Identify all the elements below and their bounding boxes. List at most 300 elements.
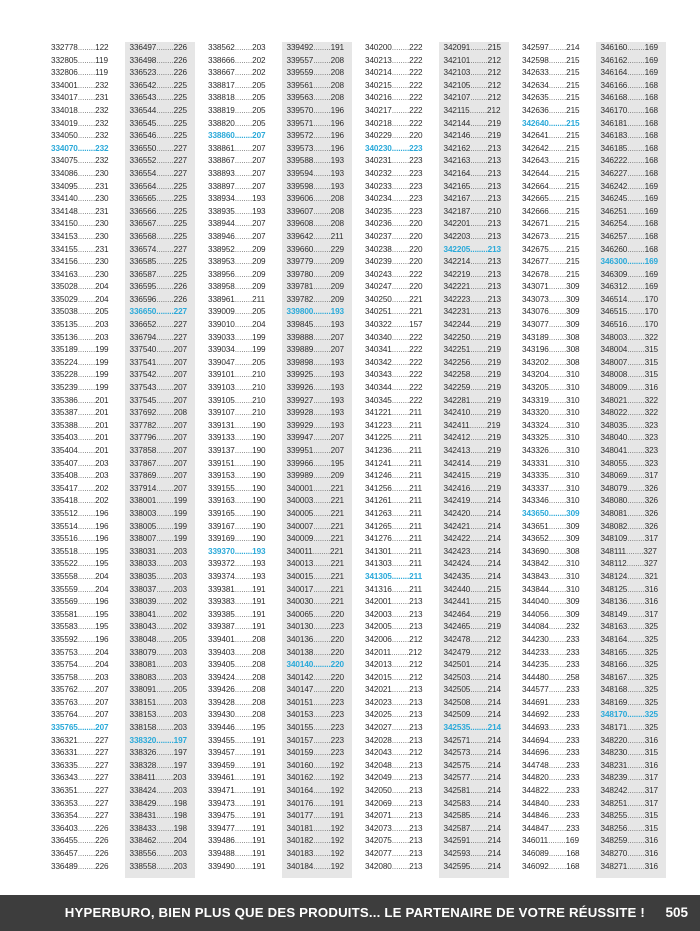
index-entry [596, 382, 666, 395]
leader-dots: ........ [627, 269, 645, 279]
index-entry [360, 344, 430, 357]
product-ref: 335558 [51, 571, 78, 581]
leader-dots: ........ [627, 823, 645, 833]
leader-dots: ........ [548, 483, 567, 493]
leader-dots: ........ [156, 634, 174, 644]
index-entry [517, 168, 587, 181]
product-ref: 348069 [600, 471, 628, 481]
index-entry [596, 80, 666, 93]
page-ref: 207 [252, 156, 266, 166]
leader-dots: ........ [156, 156, 174, 166]
leader-dots: ........ [313, 823, 331, 833]
index-entry [439, 684, 509, 697]
index-entry [203, 55, 273, 68]
leader-dots: ........ [77, 685, 96, 695]
product-ref: 339457 [208, 748, 235, 758]
leader-dots: ........ [391, 685, 410, 695]
leader-dots: ........ [234, 168, 253, 178]
leader-dots: ........ [313, 660, 331, 670]
page-ref: 225 [173, 194, 188, 204]
leader-dots: ........ [313, 118, 331, 128]
product-ref: 339572 [286, 131, 314, 141]
product-ref: 342256 [443, 357, 471, 367]
leader-dots: ........ [470, 68, 488, 78]
page-ref: 223 [330, 710, 345, 720]
index-entry [360, 168, 430, 181]
page-ref: 207 [173, 345, 188, 355]
index-entry [596, 458, 666, 471]
page-ref: 207 [330, 446, 345, 455]
page-ref: 192 [330, 773, 345, 783]
index-entry [517, 432, 587, 445]
index-entry [517, 709, 587, 722]
product-ref: 346300 [600, 257, 628, 267]
index-entry [517, 395, 587, 408]
product-ref: 336566 [129, 206, 157, 216]
index-entry [360, 798, 430, 811]
leader-dots: ........ [313, 43, 331, 52]
index-entry [46, 785, 116, 798]
page-ref: 193 [252, 206, 266, 216]
leader-dots: ........ [627, 622, 645, 632]
index-entry [360, 294, 430, 307]
page-ref: 316 [644, 760, 659, 770]
product-ref: 340230 [365, 143, 392, 153]
index-entry [203, 369, 273, 382]
leader-dots: ........ [77, 521, 96, 531]
page-ref: 212 [409, 672, 423, 682]
leader-dots: ........ [234, 811, 253, 821]
index-entry [46, 861, 116, 874]
page-ref: 215 [487, 584, 502, 594]
page-ref: 207 [173, 433, 188, 443]
leader-dots: ........ [234, 622, 253, 632]
index-entry [517, 584, 587, 597]
page-ref: 157 [409, 320, 423, 330]
index-entry [125, 647, 195, 660]
page-ref: 227 [95, 735, 109, 745]
index-entry [125, 823, 195, 836]
product-ref: 348136 [600, 597, 628, 607]
product-ref: 340138 [286, 647, 314, 657]
page-ref: 168 [644, 105, 659, 115]
index-entry [517, 495, 587, 508]
product-ref: 340214 [365, 68, 392, 78]
leader-dots: ........ [391, 471, 410, 481]
leader-dots: ........ [627, 244, 645, 254]
index-entry [203, 395, 273, 408]
leader-dots: ........ [156, 584, 174, 594]
index-entry [439, 105, 509, 118]
leader-dots: ........ [548, 836, 566, 846]
page-ref: 221 [409, 294, 423, 304]
page-ref: 308 [566, 546, 580, 556]
leader-dots: ........ [548, 647, 567, 657]
product-ref: 339475 [208, 811, 235, 821]
page-ref: 211 [409, 408, 422, 418]
index-entry [282, 319, 352, 332]
product-ref: 343071 [522, 282, 549, 292]
page-ref: 168 [644, 168, 659, 178]
product-ref: 338431 [129, 811, 157, 821]
index-entry [203, 306, 273, 319]
leader-dots: ........ [548, 534, 567, 544]
page-ref: 204 [95, 294, 109, 304]
leader-dots: ........ [77, 458, 96, 468]
product-ref: 344235 [522, 660, 549, 670]
product-ref: 343844 [522, 584, 549, 594]
leader-dots: ........ [234, 546, 253, 556]
leader-dots: ........ [234, 559, 253, 569]
page-ref: 198 [173, 798, 188, 808]
index-entry [360, 672, 430, 685]
product-ref: 336331 [51, 748, 78, 758]
leader-dots: ........ [627, 282, 645, 292]
product-ref: 343690 [522, 546, 549, 556]
product-ref: 336353 [51, 798, 78, 808]
page-ref: 322 [644, 408, 659, 418]
leader-dots: ........ [156, 219, 174, 229]
product-ref: 342505 [443, 685, 471, 695]
leader-dots: ........ [313, 357, 331, 367]
leader-dots: ........ [470, 760, 488, 770]
page-ref: 191 [252, 849, 266, 858]
index-entry [46, 798, 116, 811]
leader-dots: ........ [156, 483, 174, 493]
product-ref: 341316 [365, 584, 392, 594]
leader-dots: ........ [627, 181, 645, 191]
index-entry [360, 269, 430, 282]
page-ref: 168 [644, 93, 659, 103]
leader-dots: ........ [548, 433, 567, 443]
product-ref: 342105 [443, 80, 471, 90]
product-ref: 342464 [443, 609, 471, 619]
product-ref: 339151 [208, 458, 235, 468]
product-ref: 342103 [443, 68, 471, 78]
leader-dots: ........ [234, 257, 253, 267]
index-entry [203, 521, 273, 534]
product-ref: 348165 [600, 647, 628, 657]
page-ref: 210 [252, 408, 266, 418]
page-ref: 221 [330, 597, 345, 607]
product-ref: 338151 [129, 697, 157, 707]
index-entry [282, 55, 352, 68]
index-entry [439, 344, 509, 357]
leader-dots: ........ [77, 483, 96, 493]
index-entry [517, 55, 587, 68]
index-entry [282, 130, 352, 143]
index-entry [125, 206, 195, 219]
leader-dots: ........ [77, 559, 96, 569]
product-ref: 339598 [286, 181, 314, 191]
leader-dots: ........ [313, 672, 331, 682]
index-entry [439, 735, 509, 748]
product-ref: 338039 [129, 597, 157, 607]
index-entry [125, 521, 195, 534]
leader-dots: ........ [548, 408, 567, 418]
index-entry [282, 772, 352, 785]
leader-dots: ........ [627, 156, 645, 166]
page-ref: 203 [173, 710, 188, 720]
product-ref: 336652 [129, 320, 157, 330]
leader-dots: ........ [470, 55, 488, 65]
product-ref: 344840 [522, 798, 549, 808]
product-ref: 344692 [522, 710, 549, 720]
product-ref: 338946 [208, 231, 235, 241]
product-ref: 340233 [365, 181, 392, 191]
index-entry [517, 458, 587, 471]
leader-dots: ........ [391, 433, 410, 443]
leader-dots: ........ [548, 521, 567, 531]
leader-dots: ........ [391, 836, 410, 846]
index-entry [596, 772, 666, 785]
index-entry [596, 533, 666, 546]
leader-dots: ........ [77, 723, 96, 733]
leader-dots: ........ [77, 68, 96, 78]
index-entry [203, 206, 273, 219]
leader-dots: ........ [156, 446, 174, 455]
index-entry [125, 798, 195, 811]
leader-dots: ........ [391, 508, 410, 518]
page-ref: 317 [644, 773, 659, 783]
leader-dots: ........ [470, 534, 488, 544]
page-ref: 193 [330, 395, 345, 405]
index-entry [360, 92, 430, 105]
leader-dots: ........ [156, 849, 174, 858]
leader-dots: ........ [77, 735, 96, 745]
index-entry [360, 105, 430, 118]
index-entry [360, 130, 430, 143]
index-entry [282, 269, 352, 282]
leader-dots: ........ [313, 647, 331, 657]
leader-dots: ........ [77, 257, 96, 267]
index-entry [203, 231, 273, 244]
product-ref: 335135 [51, 320, 78, 330]
product-ref: 341276 [365, 534, 392, 544]
page-ref: 310 [566, 496, 580, 506]
leader-dots: ........ [234, 131, 253, 141]
product-ref: 339925 [286, 370, 314, 380]
page-ref: 192 [330, 849, 345, 858]
product-ref: 339573 [286, 143, 314, 153]
page-ref: 215 [566, 231, 580, 241]
product-ref: 348009 [600, 383, 628, 393]
page-ref: 214 [487, 773, 502, 783]
page-ref: 169 [644, 194, 659, 204]
page-ref: 214 [487, 836, 502, 846]
page-ref: 208 [330, 80, 345, 90]
leader-dots: ........ [156, 206, 174, 216]
product-ref: 338666 [208, 55, 235, 65]
page-ref: 212 [487, 55, 502, 65]
leader-dots: ........ [313, 748, 331, 758]
page-ref: 207 [252, 143, 266, 153]
product-ref: 340243 [365, 269, 392, 279]
product-ref: 346515 [600, 307, 628, 317]
index-entry [125, 42, 195, 55]
index-entry [125, 231, 195, 244]
index-entry [439, 508, 509, 521]
product-ref: 340159 [286, 748, 314, 758]
index-entry [125, 181, 195, 194]
index-entry [360, 709, 430, 722]
index-entry [517, 848, 587, 861]
leader-dots: ........ [470, 521, 488, 531]
page-ref: 321 [644, 571, 659, 581]
index-entry [517, 533, 587, 546]
leader-dots: ........ [77, 345, 96, 355]
page-ref: 219 [487, 357, 502, 367]
product-ref: 344084 [522, 622, 549, 632]
page-ref: 190 [252, 496, 266, 506]
page-ref: 205 [173, 634, 188, 644]
leader-dots: ........ [470, 168, 488, 178]
product-ref: 348166 [600, 660, 628, 670]
index-entry [203, 143, 273, 156]
leader-dots: ........ [77, 294, 96, 304]
index-entry [596, 306, 666, 319]
page-ref: 207 [252, 219, 266, 229]
product-ref: 340001 [286, 483, 314, 493]
leader-dots: ........ [391, 823, 410, 833]
page-ref: 309 [566, 508, 580, 518]
leader-dots: ........ [470, 647, 488, 657]
index-entry [125, 143, 195, 156]
index-entry [596, 521, 666, 534]
leader-dots: ........ [627, 257, 645, 267]
leader-dots: ........ [234, 105, 253, 115]
leader-dots: ........ [391, 181, 410, 191]
leader-dots: ........ [156, 370, 174, 380]
leader-dots: ........ [234, 735, 253, 745]
leader-dots: ........ [548, 93, 567, 103]
leader-dots: ........ [470, 559, 488, 569]
page-ref: 193 [330, 408, 345, 418]
index-entry [596, 634, 666, 647]
leader-dots: ........ [313, 446, 331, 455]
index-entry [596, 294, 666, 307]
leader-dots: ........ [77, 269, 96, 279]
leader-dots: ........ [77, 849, 96, 858]
page-ref: 169 [644, 55, 659, 65]
page-ref: 222 [409, 105, 423, 115]
leader-dots: ........ [391, 546, 410, 556]
leader-dots: ........ [156, 345, 174, 355]
leader-dots: ........ [391, 219, 410, 229]
index-entry [125, 407, 195, 420]
leader-dots: ........ [391, 408, 410, 418]
page-ref: 205 [252, 105, 266, 115]
product-ref: 338562 [208, 43, 235, 52]
leader-dots: ........ [470, 609, 488, 619]
index-entry [439, 722, 509, 735]
leader-dots: ........ [234, 420, 253, 430]
product-ref: 335764 [51, 710, 78, 720]
leader-dots: ........ [548, 357, 567, 367]
page-ref: 199 [173, 508, 188, 518]
page-ref: 199 [173, 496, 188, 506]
product-ref: 342595 [443, 861, 471, 871]
index-entry [360, 697, 430, 710]
page-ref: 211 [409, 458, 422, 468]
page-ref: 191 [252, 823, 266, 833]
leader-dots: ........ [234, 508, 253, 518]
page-ref: 211 [409, 571, 423, 581]
index-entry [596, 231, 666, 244]
page-ref: 323 [644, 446, 659, 455]
leader-dots: ........ [627, 660, 645, 670]
leader-dots: ........ [313, 622, 331, 632]
index-entry [282, 92, 352, 105]
product-ref: 346514 [600, 294, 628, 304]
leader-dots: ........ [77, 446, 96, 455]
index-entry [517, 92, 587, 105]
index-entry [517, 256, 587, 269]
leader-dots: ........ [77, 43, 96, 52]
leader-dots: ........ [470, 660, 488, 670]
product-ref: 342633 [522, 68, 549, 78]
page-ref: 190 [252, 534, 266, 544]
leader-dots: ........ [391, 723, 410, 733]
leader-dots: ........ [391, 383, 410, 393]
product-ref: 332805 [51, 55, 78, 65]
product-ref: 342666 [522, 206, 549, 216]
index-entry [125, 584, 195, 597]
index-entry [439, 861, 509, 874]
product-ref: 336544 [129, 105, 157, 115]
index-entry [46, 483, 116, 496]
page-ref: 214 [487, 723, 502, 733]
leader-dots: ........ [548, 231, 567, 241]
product-ref: 342205 [443, 244, 471, 254]
index-entry [439, 432, 509, 445]
index-entry [203, 382, 273, 395]
index-entry [596, 181, 666, 194]
product-ref: 343076 [522, 307, 549, 317]
index-entry [439, 483, 509, 496]
index-entry [125, 709, 195, 722]
product-ref: 346185 [600, 143, 628, 153]
index-entry [360, 181, 430, 194]
index-entry [46, 672, 116, 685]
page-ref: 192 [330, 823, 345, 833]
index-entry [203, 760, 273, 773]
page-ref: 211 [409, 483, 422, 493]
page-ref: 191 [252, 760, 266, 770]
page-ref: 232 [95, 156, 109, 166]
page-ref: 219 [487, 370, 502, 380]
leader-dots: ........ [391, 131, 410, 141]
page-ref: 202 [173, 597, 188, 607]
product-ref: 339471 [208, 786, 235, 796]
index-entry [282, 533, 352, 546]
product-ref: 342441 [443, 597, 471, 607]
page-ref: 226 [173, 55, 188, 65]
leader-dots: ........ [548, 105, 567, 115]
product-ref: 348003 [600, 332, 628, 342]
index-entry [439, 181, 509, 194]
page-ref: 214 [566, 43, 580, 52]
product-ref: 336596 [129, 294, 157, 304]
page-ref: 203 [173, 559, 188, 569]
product-ref: 346516 [600, 320, 628, 330]
leader-dots: ........ [313, 320, 331, 330]
leader-dots: ........ [627, 320, 645, 330]
leader-dots: ........ [234, 446, 253, 455]
product-ref: 348255 [600, 811, 628, 821]
index-entry [125, 634, 195, 647]
product-ref: 338818 [208, 93, 235, 103]
